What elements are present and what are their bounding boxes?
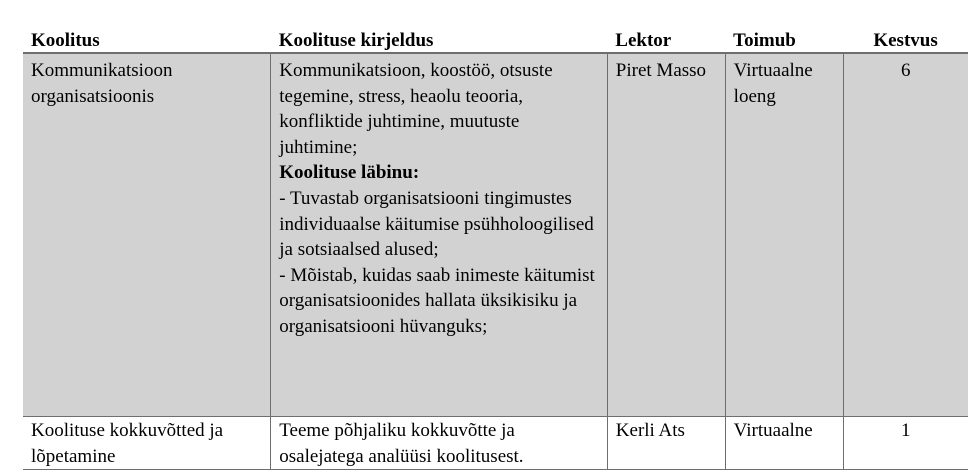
cell-description: Teeme põhjaliku kokkuvõtte ja osalejatega analüüsi koolitusest.	[271, 417, 608, 470]
table-row	[23, 53, 968, 417]
description-heading: Koolituse läbinu:	[279, 162, 420, 184]
header-duration: Kestvus	[843, 30, 968, 53]
cell-format: Virtuaalne loeng	[725, 53, 843, 417]
description-intro: Kommunikatsioon, koostöö, otsuste tegemine, stress, heaolu teooria, konfliktide juhtimine, muutuste juhtimine;	[279, 60, 553, 158]
header-course: Koolitus	[23, 30, 271, 53]
cell-duration: 6	[843, 53, 968, 417]
description-point: - Tuvastab organisatsiooni tingimustes individuaalse käitumise psühholoogilised ja sotsiaalsed alused;	[279, 187, 594, 261]
cell-course: Kommunikatsioon organisatsioonis	[23, 53, 271, 417]
course-table	[23, 30, 968, 470]
cell-description	[271, 53, 608, 417]
cell-format: Virtuaalne	[725, 417, 843, 470]
table-row	[23, 417, 968, 470]
cell-course: Koolituse kokkuvõtted ja lõpetamine	[23, 417, 271, 470]
header-description: Koolituse kirjeldus	[271, 30, 608, 53]
cell-lecturer: Piret Masso	[607, 53, 725, 417]
header-format: Toimub	[725, 30, 843, 53]
description-point: - Mõistab, kuidas saab inimeste käitumist organisatsioonides hallata üksikisiku ja organisatsiooni hüvanguks;	[279, 264, 595, 337]
header-lecturer: Lektor	[607, 30, 725, 53]
header-row	[23, 30, 968, 53]
cell-lecturer: Kerli Ats	[607, 417, 725, 470]
cell-duration: 1	[843, 417, 968, 470]
